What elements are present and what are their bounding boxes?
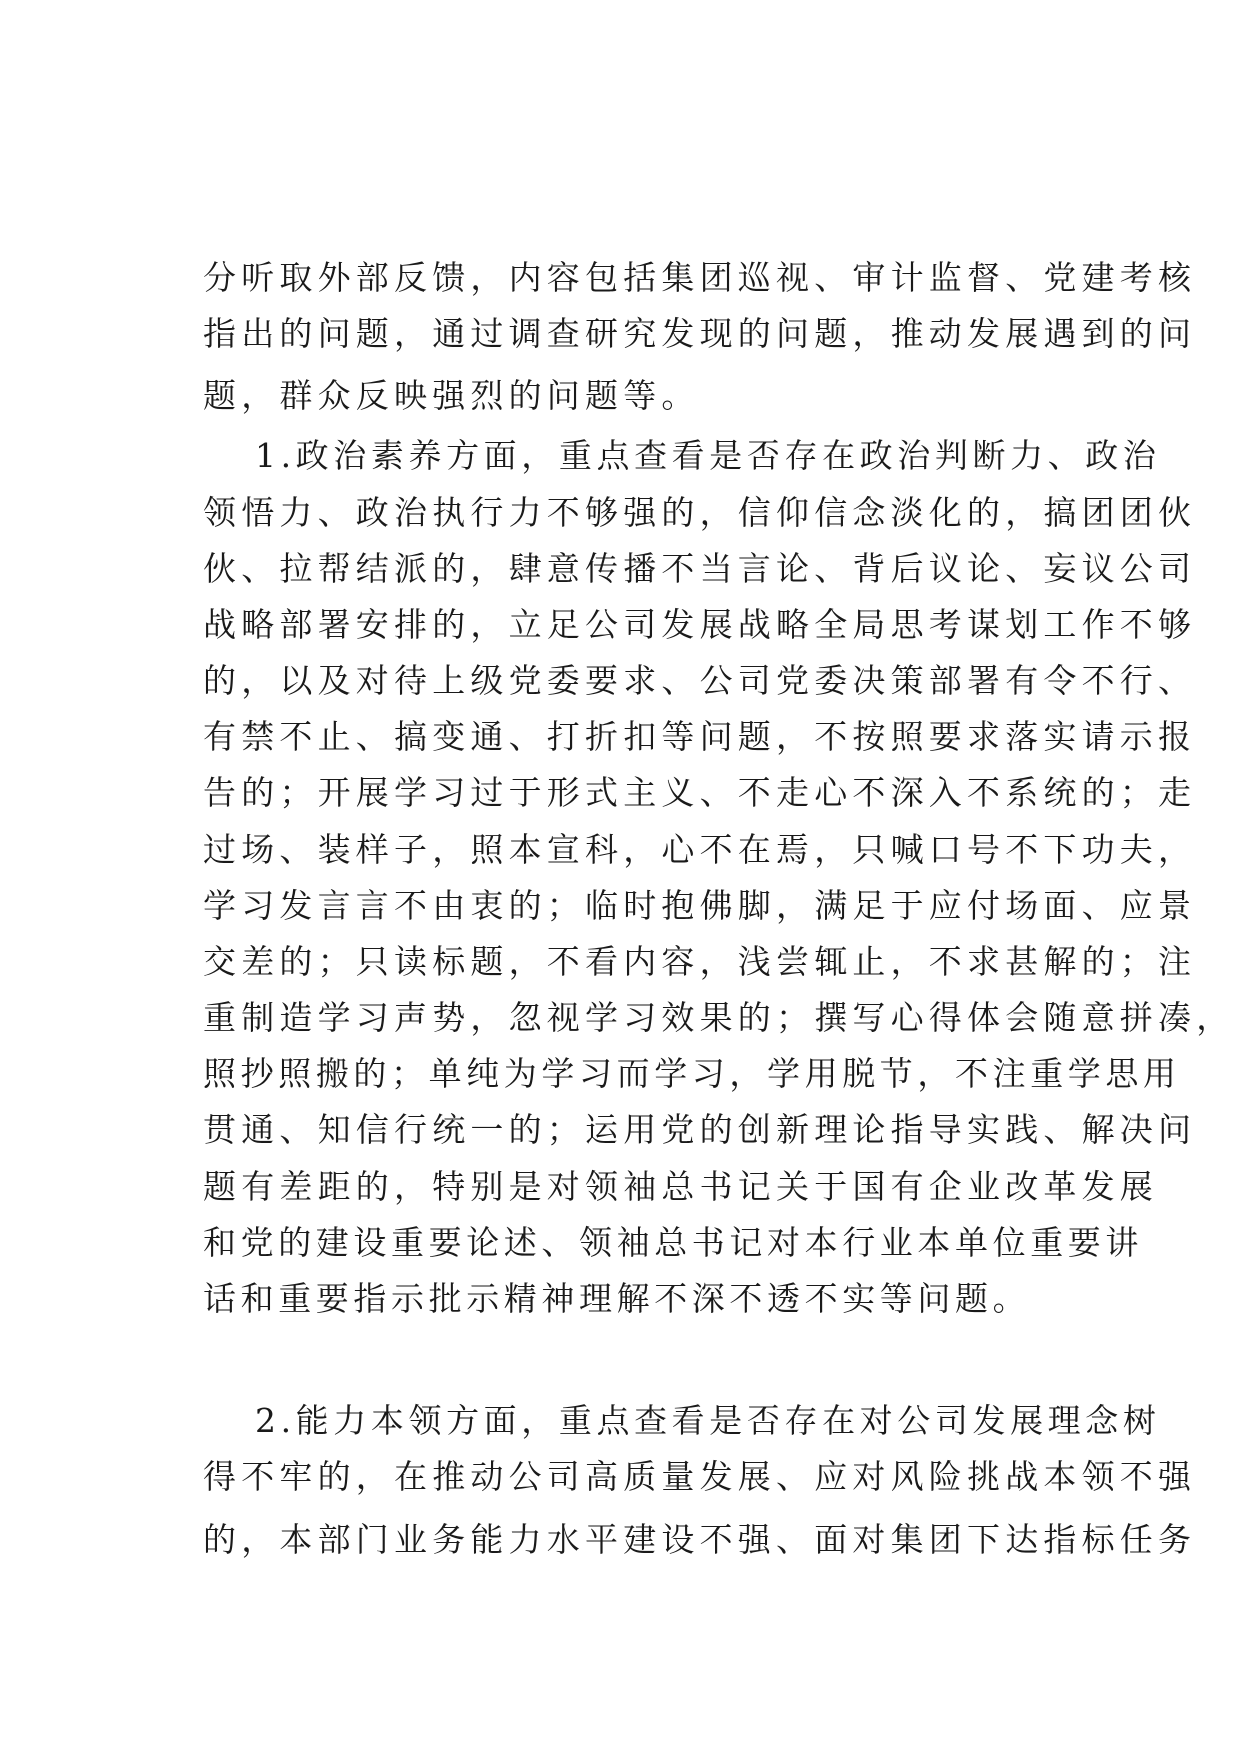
text-line: 指出的问题，通过调查研究发现的问题，推动发展遇到的问 bbox=[203, 314, 1197, 353]
text-line: 伙、拉帮结派的，肆意传播不当言论、背后议论、妄议公司 bbox=[203, 549, 1197, 588]
text-line: 照抄照搬的；单纯为学习而学习，学用脱节，不注重学思用 bbox=[203, 1054, 1181, 1093]
text-line: 交差的；只读标题，不看内容，浅尝辄止，不求甚解的；注 bbox=[203, 942, 1197, 981]
text-line: 的，本部门业务能力水平建设不强、面对集团下达指标任务 bbox=[203, 1520, 1197, 1559]
text-line: 题，群众反映强烈的问题等。 bbox=[203, 376, 700, 415]
text-line: 和党的建设重要论述、领袖总书记对本行业本单位重要讲 bbox=[203, 1223, 1143, 1262]
text-line: 得不牢的，在推动公司高质量发展、应对风险挑战本领不强 bbox=[203, 1457, 1197, 1496]
text-line: 战略部署安排的，立足公司发展战略全局思考谋划工作不够 bbox=[203, 605, 1197, 644]
text-line: 2.能力本领方面，重点查看是否存在对公司发展理念树 bbox=[255, 1401, 1161, 1440]
text-line: 过场、装样子，照本宣科，心不在焉，只喊口号不下功夫， bbox=[203, 830, 1197, 869]
text-line: 告的；开展学习过于形式主义、不走心不深入不系统的；走 bbox=[203, 773, 1197, 812]
text-line: 学习发言言不由衷的；临时抱佛脚，满足于应付场面、应景 bbox=[203, 886, 1197, 925]
text-line: 的，以及对待上级党委要求、公司党委决策部署有令不行、 bbox=[203, 661, 1197, 700]
text-line: 领悟力、政治执行力不够强的，信仰信念淡化的，搞团团伙 bbox=[203, 493, 1197, 532]
text-line: 有禁不止、搞变通、打折扣等问题，不按照要求落实请示报 bbox=[203, 717, 1197, 756]
text-line: 1.政治素养方面，重点查看是否存在政治判断力、政治 bbox=[255, 436, 1161, 475]
text-line: 贯通、知信行统一的；运用党的创新理论指导实践、解决问 bbox=[203, 1110, 1197, 1149]
text-line: 话和重要指示批示精神理解不深不透不实等问题。 bbox=[203, 1279, 1031, 1318]
text-line: 题有差距的，特别是对领袖总书记关于国有企业改革发展 bbox=[203, 1167, 1158, 1206]
text-line: 重制造学习声势，忽视学习效果的；撰写心得体会随意拼凑， bbox=[203, 998, 1235, 1037]
text-line: 分听取外部反馈，内容包括集团巡视、审计监督、党建考核 bbox=[203, 258, 1197, 297]
